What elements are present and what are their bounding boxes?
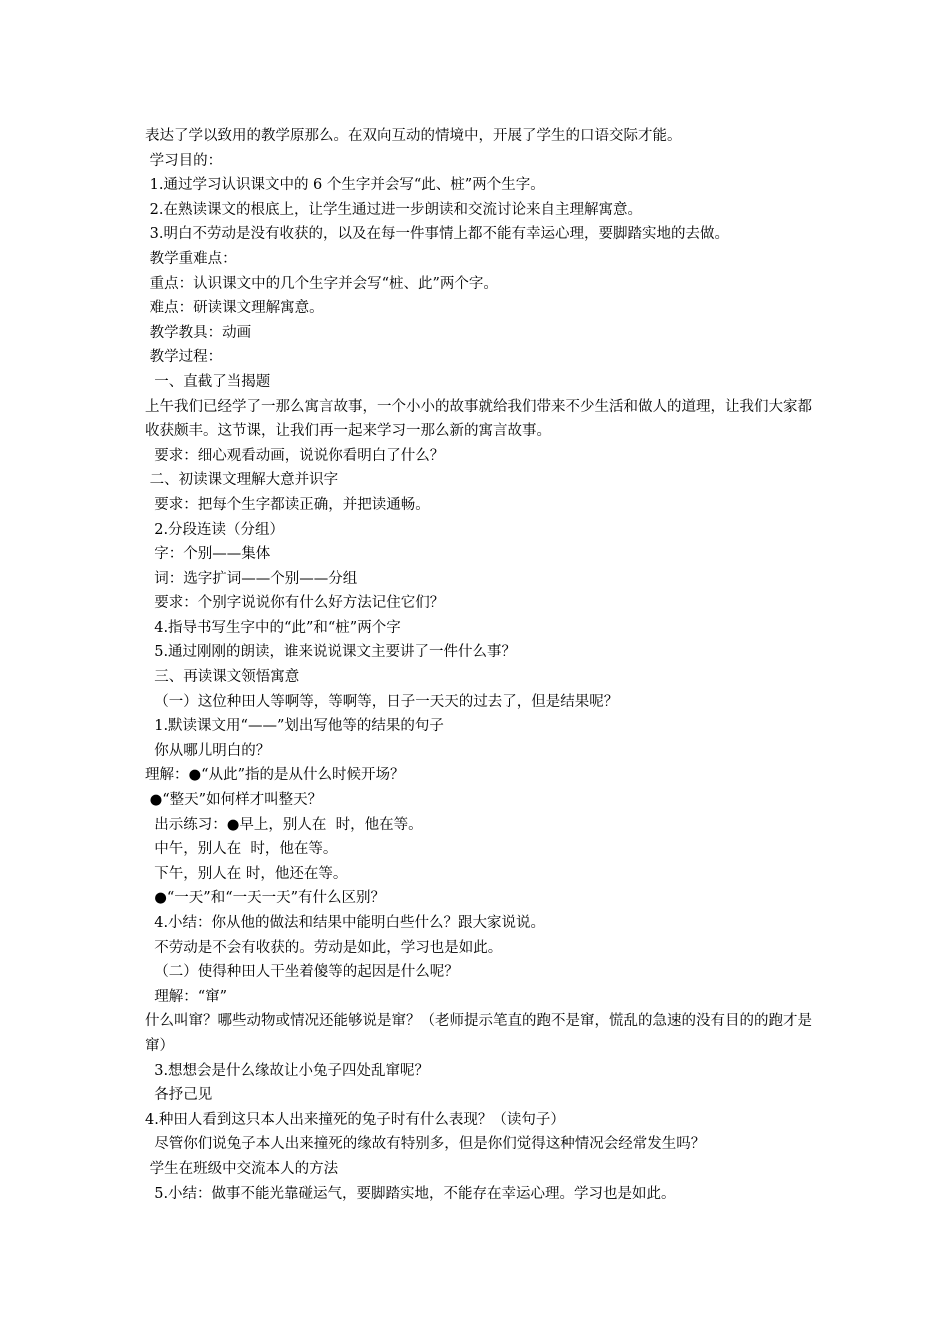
section-heading: 一、直截了当揭题 bbox=[145, 373, 271, 390]
paragraph-line: 尽管你们说兔子本人出来撞死的缘故有特别多，但是你们觉得这种情况会经常发生吗？ bbox=[145, 1136, 706, 1153]
paragraph-line: 5.通过刚刚的朗读，谁来说说课文主要讲了一件什么事？ bbox=[145, 644, 517, 661]
paragraph-line: 字：个别——集体 bbox=[145, 546, 271, 563]
paragraph-line: ●“整天”如何样才叫整天？ bbox=[145, 792, 323, 809]
paragraph-line: 要求：细心观看动画，说说你看明白了什么？ bbox=[145, 447, 445, 464]
paragraph-line: 出示练习：●早上，别人在 时，他在等。 bbox=[145, 816, 423, 833]
paragraph-line: （一）这位种田人等啊等，等啊等，日子一天天的过去了，但是结果呢？ bbox=[145, 693, 619, 710]
paragraph-line: 4.种田人看到这只本人出来撞死的兔子时有什么表现？（读句子） bbox=[145, 1111, 565, 1128]
paragraph-line: 4.指导书写生字中的“此”和“桩”两个字 bbox=[145, 619, 401, 636]
paragraph-line: 5.小结：做事不能光靠碰运气，要脚踏实地，不能存在幸运心理。学习也是如此。 bbox=[145, 1185, 676, 1202]
section-heading: 学习目的： bbox=[145, 152, 223, 169]
paragraph-line: 各抒己见 bbox=[145, 1087, 213, 1104]
paragraph-line: 理解：“窜” bbox=[145, 988, 228, 1005]
section-heading: 教学重难点： bbox=[145, 250, 237, 267]
paragraph-line: 你从哪儿明白的？ bbox=[145, 742, 271, 759]
paragraph-line: 中午，别人在 时，他在等。 bbox=[145, 841, 338, 858]
paragraph-line: 2.在熟读课文的根底上，让学生通过进一步朗读和交流讨论来自主理解寓意。 bbox=[145, 201, 642, 218]
section-heading: 教学过程： bbox=[145, 349, 223, 366]
paragraph-line: 要求：个别字说说你有什么好方法记住它们？ bbox=[145, 595, 445, 612]
paragraph-line: （二）使得种田人干坐着傻等的起因是什么呢？ bbox=[145, 964, 459, 981]
paragraph-line: 难点：研读课文理解寓意。 bbox=[145, 300, 324, 317]
paragraph-line: 理解：●“从此”指的是从什么时候开场？ bbox=[145, 767, 405, 784]
paragraph-line: 学生在班级中交流本人的方法 bbox=[145, 1160, 339, 1177]
paragraph-line: 表达了学以致用的教学原那么。在双向互动的情境中，开展了学生的口语交际才能。 bbox=[145, 128, 682, 144]
paragraph-line: 教学教具：动画 bbox=[145, 324, 252, 341]
paragraph-line: 下午，别人在 时，他还在等。 bbox=[145, 865, 348, 882]
paragraph-line: 3.明白不劳动是没有收获的，以及在每一件事情上都不能有幸运心理，要脚踏实地的去做。 bbox=[145, 226, 729, 243]
paragraph-wrapped: 上午我们已经学了一那么寓言故事，一个小小的故事就给我们带来不少生活和做人的道理，让我们大家都收获颇丰。这节课，让我们再一起来学习一那么新的寓言故事。 bbox=[145, 398, 812, 440]
paragraph-line: ●“一天”和“一天一天”有什么区别？ bbox=[145, 890, 386, 907]
paragraph-line: 不劳动是不会有收获的。劳动是如此，学习也是如此。 bbox=[145, 939, 503, 956]
paragraph-line: 4.小结：你从他的做法和结果中能明白些什么？跟大家说说。 bbox=[145, 915, 546, 931]
paragraph-line: 要求：把每个生字都读正确，并把读通畅。 bbox=[145, 496, 430, 513]
paragraph-wrapped: 什么叫窜？哪些动物或情况还能够说是窜？（老师提示笔直的跑不是窜，慌乱的急速的没有目的的跑才是窜） bbox=[145, 1013, 812, 1054]
paragraph-line: 重点：认识课文中的几个生字并会写“桩、此”两个字。 bbox=[145, 275, 498, 292]
section-heading: 三、再读课文领悟寓意 bbox=[145, 669, 300, 686]
paragraph-line: 3.想想会是什么缘故让小兔子四处乱窜呢？ bbox=[145, 1062, 430, 1079]
section-heading: 二、初读课文理解大意并识字 bbox=[145, 472, 339, 489]
paragraph-line: 2.分段连读（分组） bbox=[145, 521, 285, 538]
lesson-plan-text bbox=[145, 124, 825, 1206]
paragraph-line: 词：选字扩词——个别——分组 bbox=[145, 570, 358, 587]
paragraph-line: 1.通过学习认识课文中的 6 个生字并会写“此、桩”两个生字。 bbox=[145, 177, 545, 194]
paragraph-line: 1.默读课文用“——”划出写他等的结果的句子 bbox=[145, 718, 444, 735]
